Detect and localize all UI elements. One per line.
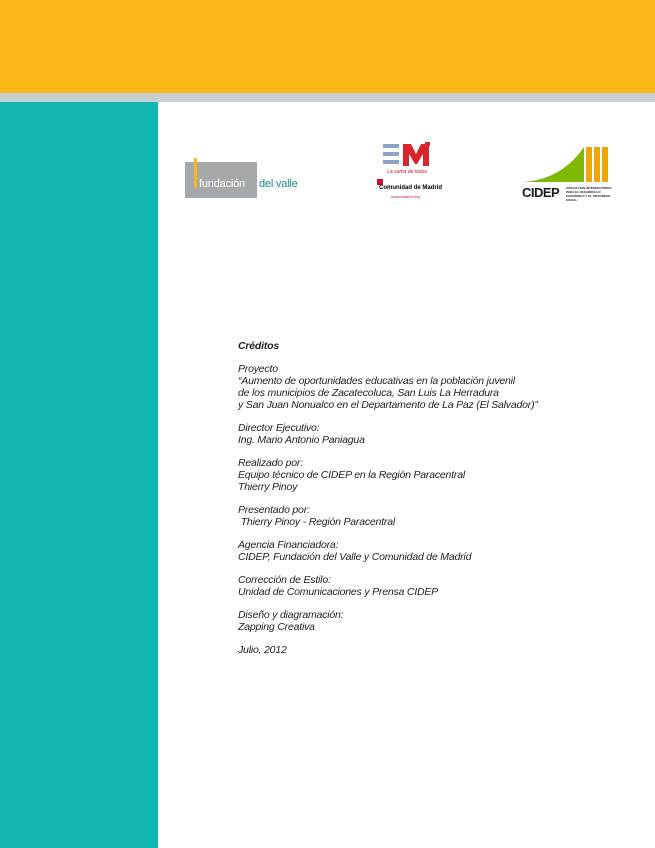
credits-heading: Créditos <box>238 340 279 352</box>
fundacion-del-valle-logo <box>185 158 315 198</box>
presentado-label: Presentado por: <box>238 504 310 516</box>
credits-fecha <box>238 644 638 656</box>
proyecto-label: Proyecto <box>238 363 278 375</box>
correccion-label: Corrección de Estilo: <box>238 574 331 586</box>
cidep-logo <box>522 145 614 205</box>
diseno-label: Diseño y diagramación: <box>238 609 344 621</box>
cidep-logo-mark-icon <box>522 145 614 183</box>
credits-agencia <box>238 539 638 563</box>
proyecto-line-3: y San Juan Nonualco en el Departamento de La Paz (El Salvador)” <box>238 399 538 411</box>
top-color-band <box>0 0 655 93</box>
left-teal-band <box>0 102 158 848</box>
fecha-value: Julio, 2012 <box>238 644 287 656</box>
realizado-value-2: Thierry Pinoy <box>238 481 298 493</box>
proyecto-line-1: “Aumento de oportunidades educativas en la población juvenil <box>238 375 515 387</box>
comunidad-de-madrid-logo <box>375 142 442 202</box>
gray-divider-band <box>0 93 655 102</box>
madrid-logo-url: www.madrid.org <box>391 194 420 199</box>
agencia-label: Agencia Financiadora: <box>238 539 339 551</box>
agencia-value: CIDEP, Fundación del Valle y Comunidad de Madrid <box>238 551 472 563</box>
correccion-value: Unidad de Comunicaciones y Prensa CIDEP <box>238 586 438 598</box>
director-value: Ing. Mario Antonio Paniagua <box>238 434 365 446</box>
madrid-logo-name: Comunidad de Madrid <box>379 185 442 191</box>
credits-section <box>238 340 638 667</box>
credits-diseno <box>238 609 638 633</box>
credits-director <box>238 422 638 446</box>
presentado-value: Thierry Pinoy - Región Paracentral <box>238 516 395 528</box>
madrid-logo-tagline: La suma de todos <box>387 169 427 175</box>
diseno-value: Zapping Creativa <box>238 621 315 633</box>
cidep-logo-tagline: ASOCIACIÓN INTERSECTORIAL PARA EL DESARROLLO ECONÓMICO Y EL PROGRESO SOCIAL <box>566 186 613 202</box>
madrid-logo-mark-icon <box>381 142 431 169</box>
proyecto-line-2: de los municipios de Zacatecoluca, San Luis La Herradura <box>238 387 499 399</box>
credits-realizado <box>238 457 638 493</box>
fundacion-logo-bar <box>194 158 197 188</box>
cidep-logo-name: CIDEP <box>522 185 560 200</box>
director-label: Director Ejecutivo: <box>238 422 320 434</box>
fundacion-logo-word: fundación <box>199 178 245 190</box>
credits-presentado <box>238 504 638 528</box>
realizado-label: Realizado por: <box>238 457 303 469</box>
credits-correccion <box>238 574 638 598</box>
credits-proyecto <box>238 363 638 411</box>
fundacion-logo-del-valle: del valle <box>259 178 298 190</box>
realizado-value-1: Equipo técnico de CIDEP en la Región Paracentral <box>238 469 465 481</box>
